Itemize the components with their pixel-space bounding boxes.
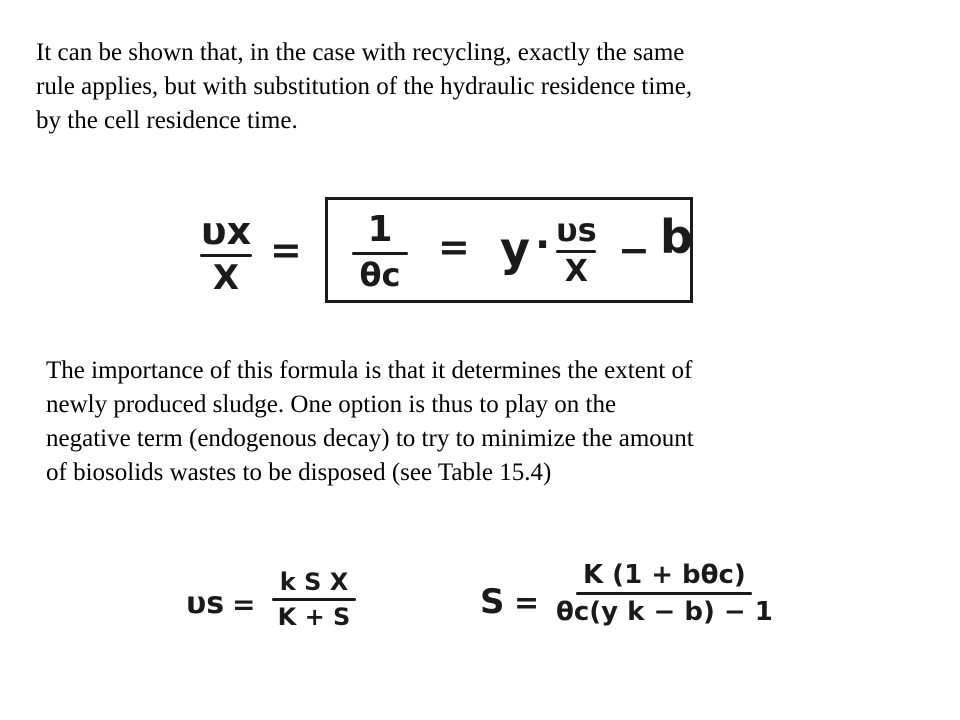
monod-fraction-bar — [272, 598, 356, 601]
equals-sign-1: = — [270, 228, 302, 272]
rhs-denominator: X — [564, 254, 588, 289]
yield-symbol: y — [500, 222, 530, 276]
substrate-symbol: S — [480, 582, 505, 622]
importance-line-3: negative term (endogenous decay) to try to minimize the amount — [46, 425, 694, 452]
multiply-dot: · — [535, 222, 551, 268]
lhs-denominator: X — [212, 258, 240, 298]
monod-denominator: K + S — [277, 603, 351, 631]
concentration-fraction-bar — [576, 592, 752, 595]
mid-denominator: θc — [359, 256, 401, 294]
lhs-fraction — [200, 209, 252, 298]
importance-paragraph — [46, 354, 936, 490]
intro-line-3: by the cell residence time. — [36, 107, 298, 134]
importance-line-2: newly produced sludge. One option is thus to play on the — [46, 391, 617, 418]
uptake-rate-symbol: υs — [186, 586, 225, 621]
importance-line-1: The importance of this formula is that it determines the extent of — [46, 357, 693, 384]
equals-sign-4: = — [514, 586, 540, 621]
decay-coefficient: b — [660, 210, 693, 264]
intro-line-2: rule applies, but with substitution of the hydraulic residence time, — [36, 73, 693, 100]
monod-numerator: k S X — [279, 568, 349, 596]
concentration-numerator: K (1 + bθc) — [582, 560, 746, 590]
concentration-denominator: θc(y k − b) − 1 — [556, 597, 773, 627]
equals-sign-2: = — [438, 225, 470, 269]
rhs-numerator: υs — [556, 211, 597, 249]
mid-numerator: 1 — [367, 209, 393, 250]
rhs-fraction-bar — [556, 250, 596, 253]
intro-paragraph — [36, 36, 926, 138]
importance-line-4: of biosolids wastes to be disposed (see Table 15.4) — [46, 459, 552, 486]
lhs-fraction-bar — [200, 254, 252, 257]
intro-line-1: It can be shown that, in the case with recycling, exactly the same — [36, 39, 685, 66]
mid-fraction — [352, 209, 408, 294]
concentration-fraction — [556, 562, 773, 625]
equals-sign-3: = — [232, 588, 256, 621]
mid-fraction-bar — [352, 252, 408, 255]
rhs-fraction — [556, 211, 597, 289]
monod-fraction — [272, 570, 356, 629]
minus-sign: − — [618, 228, 650, 272]
lhs-numerator: υx — [200, 209, 252, 253]
